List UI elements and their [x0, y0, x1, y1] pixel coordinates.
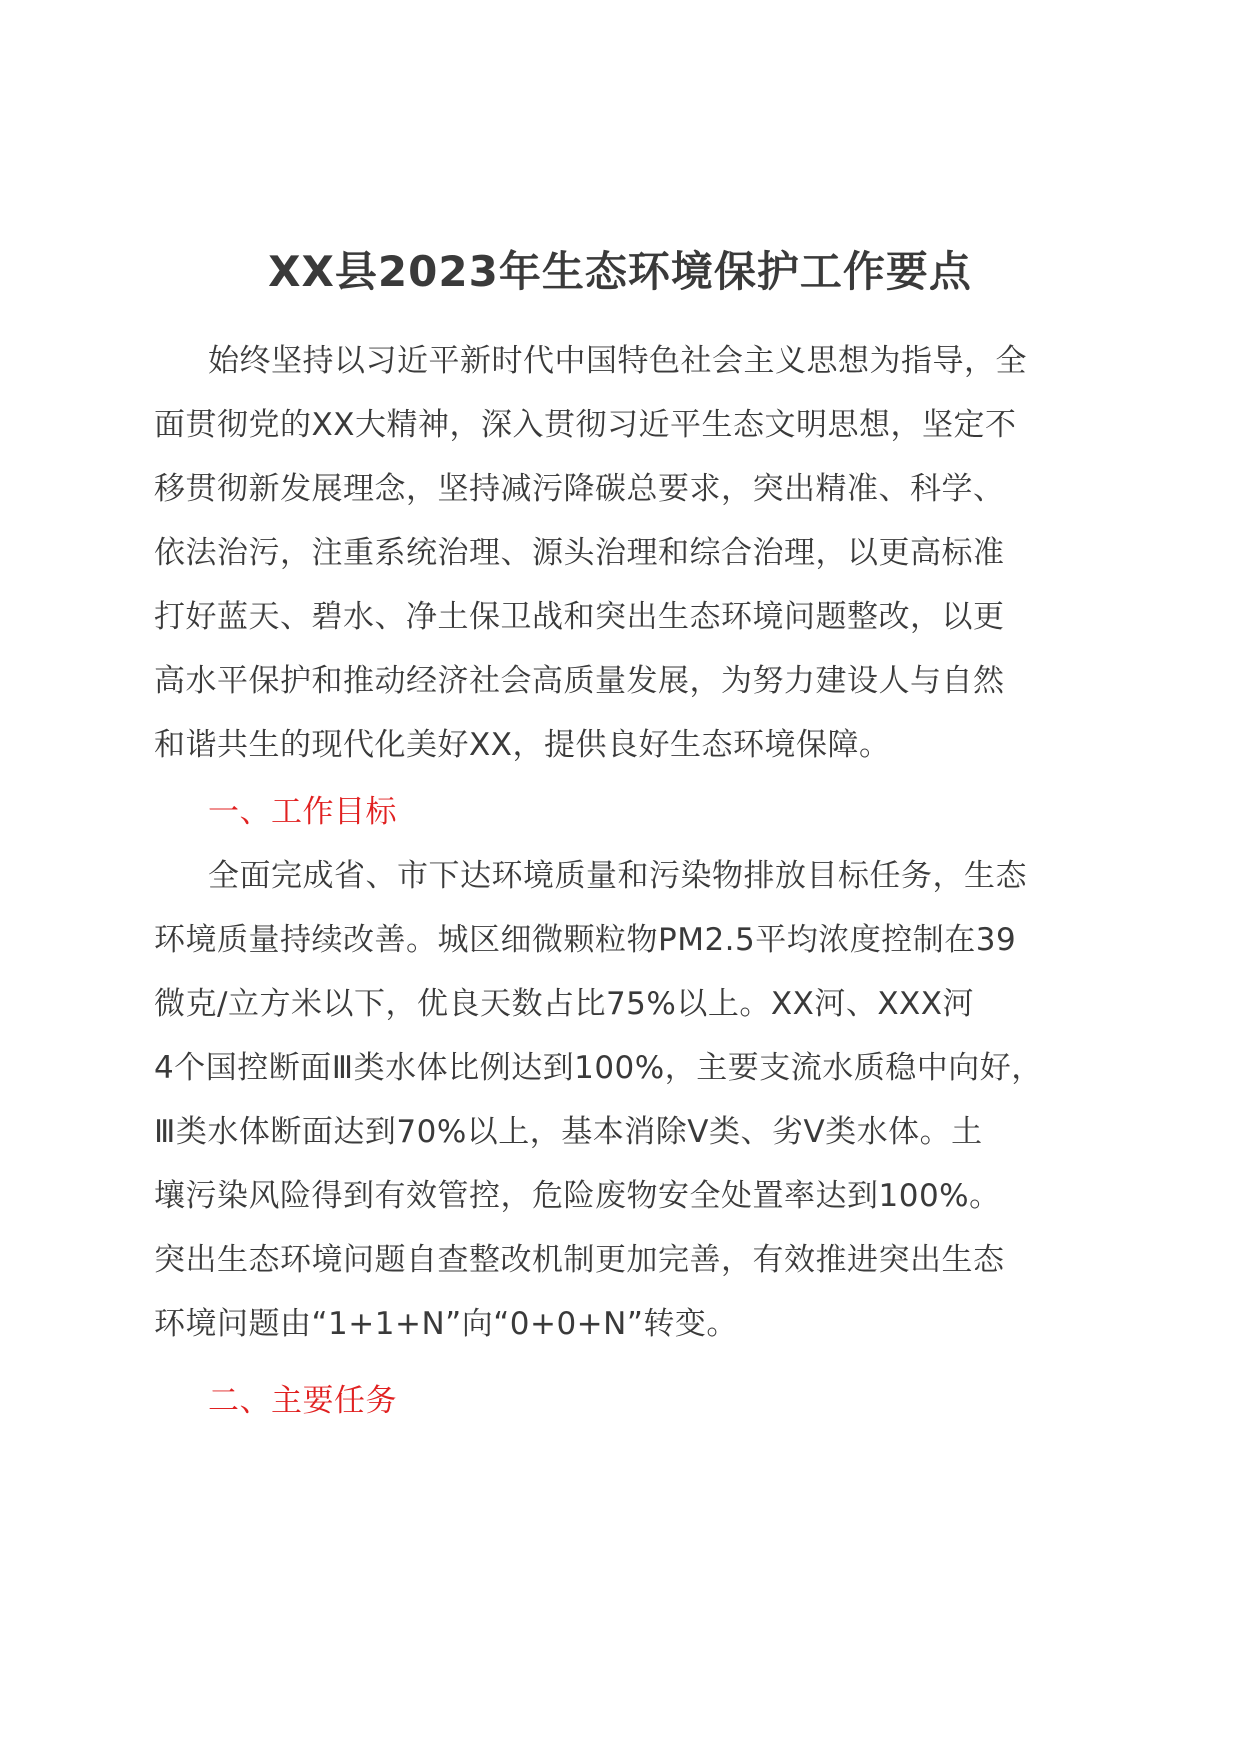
section-heading-tasks: 二、主要任务 — [208, 1383, 397, 1419]
goals-line-2: 环境质量持续改善。城区细微颗粒物PM2.5平均浓度控制在39 — [154, 922, 1017, 958]
intro-line-6: 高水平保护和推动经济社会高质量发展，为努力建设人与自然 — [154, 663, 1005, 699]
intro-line-7: 和谐共生的现代化美好XX，提供良好生态环境保障。 — [154, 727, 891, 763]
goals-line-8: 环境问题由“1+1+N”向“0+0+N”转变。 — [154, 1306, 738, 1342]
goals-line-5: Ⅲ类水体断面达到70%以上，基本消除Ⅴ类、劣Ⅴ类水体。土 — [154, 1114, 983, 1150]
document-title: XX县2023年生态环境保护工作要点 — [268, 247, 972, 296]
intro-line-5: 打好蓝天、碧水、净土保卫战和突出生态环境问题整改，以更 — [154, 599, 1005, 635]
section-heading-goals: 一、工作目标 — [208, 794, 397, 830]
goals-line-1: 全面完成省、市下达环境质量和污染物排放目标任务，生态 — [208, 858, 1027, 894]
intro-line-3: 移贯彻新发展理念，坚持减污降碳总要求，突出精准、科学、 — [154, 471, 1005, 507]
goals-line-6: 壤污染风险得到有效管控，危险废物安全处置率达到100%。 — [154, 1178, 1001, 1214]
intro-line-2: 面贯彻党的XX大精神，深入贯彻习近平生态文明思想，坚定不 — [154, 407, 1017, 443]
intro-line-1: 始终坚持以习近平新时代中国特色社会主义思想为指导，全 — [208, 343, 1027, 379]
goals-line-4: 4个国控断面Ⅲ类水体比例达到100%，主要支流水质稳中向好， — [154, 1050, 1043, 1086]
goals-line-7: 突出生态环境问题自查整改机制更加完善，有效推进突出生态 — [154, 1242, 1005, 1278]
goals-line-3: 微克/立方米以下，优良天数占比75%以上。XX河、XXX河 — [154, 986, 975, 1022]
intro-line-4: 依法治污，注重系统治理、源头治理和综合治理，以更高标准 — [154, 535, 1005, 571]
